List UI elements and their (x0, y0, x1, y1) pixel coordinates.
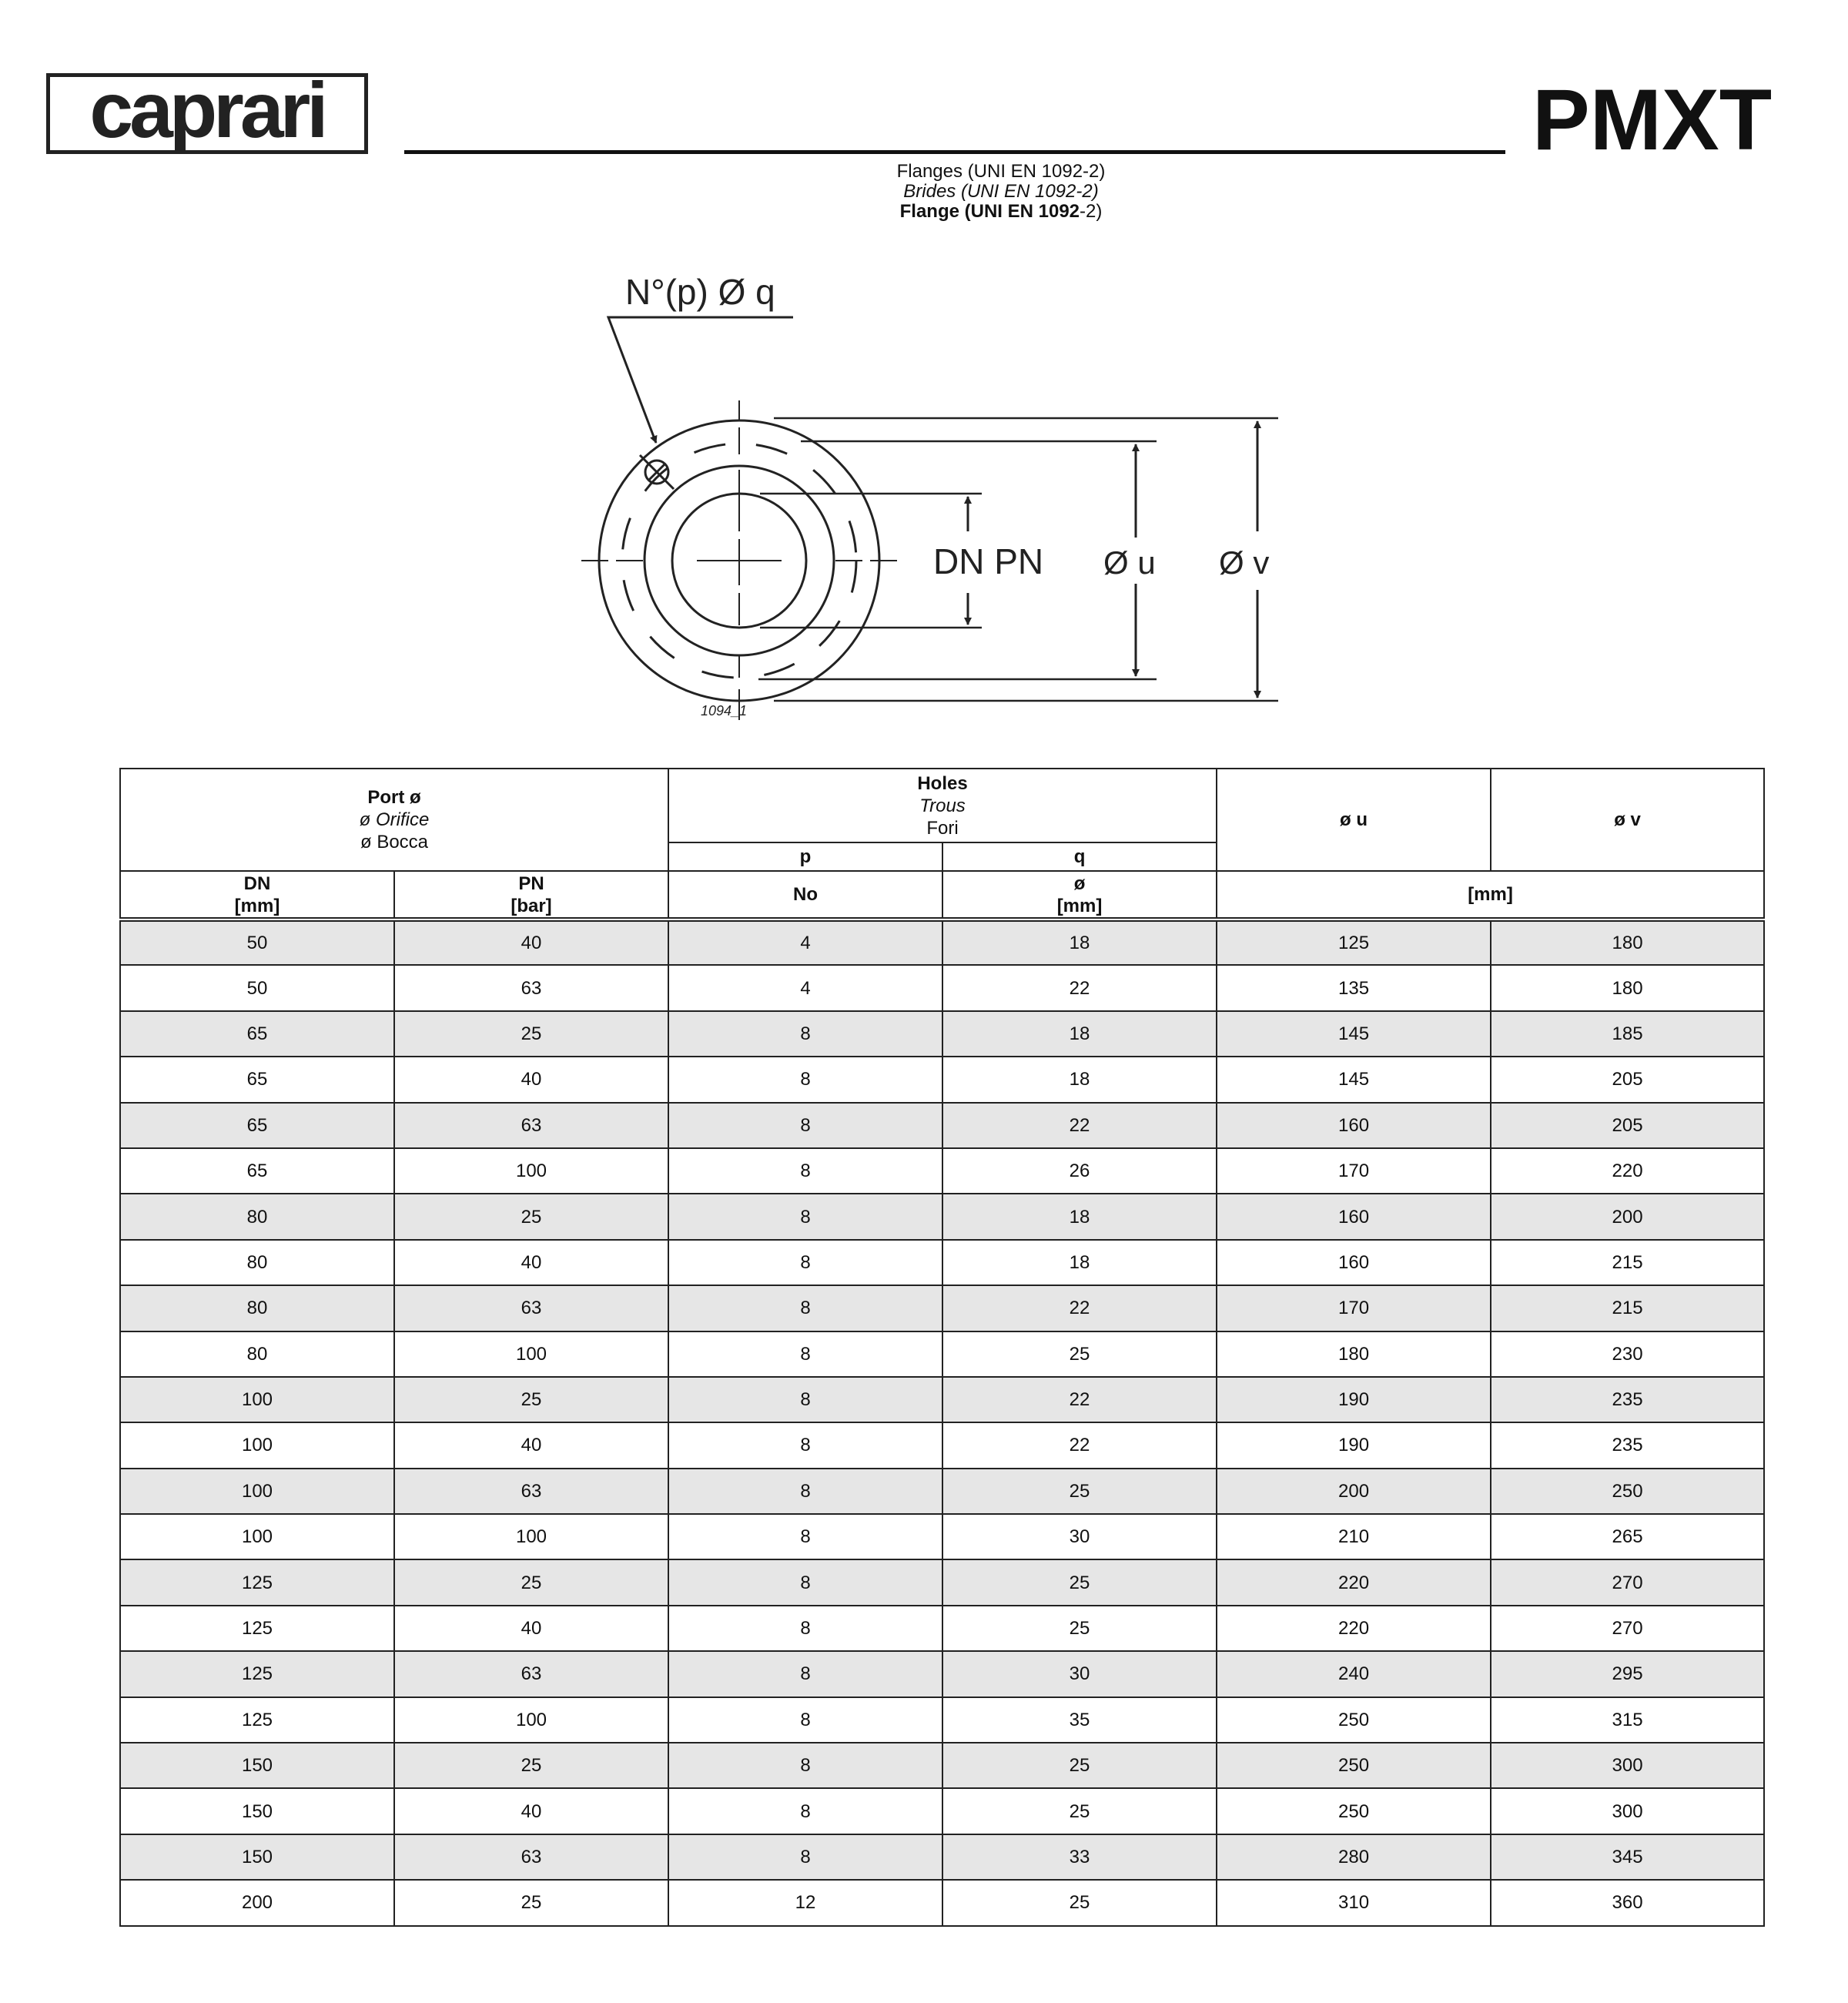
cell-u: 200 (1217, 1469, 1491, 1514)
table-row (120, 1240, 1764, 1285)
cell-v: 360 (1491, 1880, 1764, 1925)
cell-dn: 50 (120, 919, 394, 965)
pn-header-label: PN (518, 873, 544, 894)
cell-pn: 100 (394, 1697, 668, 1743)
table-row (120, 1148, 1764, 1194)
cell-u: 310 (1217, 1880, 1491, 1925)
q-header-symbol: ø (1073, 873, 1086, 894)
cell-dn: 100 (120, 1514, 394, 1559)
cell-v: 235 (1491, 1377, 1764, 1422)
cell-dn: 80 (120, 1285, 394, 1331)
cell-dn: 150 (120, 1834, 394, 1880)
table-row (120, 1377, 1764, 1422)
table-row (120, 965, 1764, 1010)
cell-v: 200 (1491, 1194, 1764, 1239)
cell-pn: 63 (394, 1469, 668, 1514)
table-body (120, 919, 1764, 1926)
cell-p: 8 (668, 1469, 942, 1514)
cell-pn: 25 (394, 1880, 668, 1925)
cell-v: 215 (1491, 1285, 1764, 1331)
cell-u: 250 (1217, 1743, 1491, 1788)
table-row (120, 1057, 1764, 1102)
table-row (120, 1514, 1764, 1559)
subtitle-english: Flanges (UNI EN 1092-2) (896, 161, 1106, 182)
cell-q: 26 (942, 1148, 1217, 1194)
cell-u: 250 (1217, 1697, 1491, 1743)
cell-p: 8 (668, 1148, 942, 1194)
cell-pn: 100 (394, 1331, 668, 1377)
table-row (120, 1469, 1764, 1514)
table-row (120, 1331, 1764, 1377)
cell-u: 220 (1217, 1606, 1491, 1651)
cell-v: 180 (1491, 965, 1764, 1010)
cell-v: 180 (1491, 919, 1764, 965)
table-row (120, 1285, 1764, 1331)
holes-header-cell (668, 769, 1217, 842)
cell-p: 8 (668, 1559, 942, 1605)
cell-u: 160 (1217, 1194, 1491, 1239)
cell-u: 145 (1217, 1057, 1491, 1102)
holes-callout-label: N°(p) Ø q (625, 272, 775, 312)
cell-dn: 150 (120, 1788, 394, 1834)
cell-q: 18 (942, 919, 1217, 965)
cell-u: 250 (1217, 1788, 1491, 1834)
cell-pn: 25 (394, 1194, 668, 1239)
v-header: ø v (1491, 769, 1764, 871)
cell-q: 18 (942, 1057, 1217, 1102)
q-header: q (942, 842, 1217, 871)
cell-pn: 40 (394, 1240, 668, 1285)
cell-v: 315 (1491, 1697, 1764, 1743)
cell-p: 4 (668, 919, 942, 965)
cell-p: 8 (668, 1834, 942, 1880)
cell-q: 30 (942, 1651, 1217, 1697)
cell-q: 25 (942, 1469, 1217, 1514)
no-header: No (668, 871, 942, 919)
cell-u: 145 (1217, 1011, 1491, 1057)
cell-p: 8 (668, 1103, 942, 1148)
cell-pn: 40 (394, 1422, 668, 1468)
pn-header-unit: [bar] (511, 895, 552, 916)
cell-v: 205 (1491, 1057, 1764, 1102)
v-diameter-label: Ø v (1219, 544, 1270, 581)
holes-header-it: Fori (926, 817, 959, 839)
cell-u: 135 (1217, 965, 1491, 1010)
model-code: PMXT (1532, 72, 1773, 168)
cell-dn: 125 (120, 1606, 394, 1651)
cell-v: 220 (1491, 1148, 1764, 1194)
cell-v: 345 (1491, 1834, 1764, 1880)
dn-unit-header (120, 871, 394, 919)
cell-p: 4 (668, 965, 942, 1010)
subtitle-french: Brides (UNI EN 1092-2) (903, 181, 1099, 202)
table-row (120, 1788, 1764, 1834)
table-row (120, 1103, 1764, 1148)
cell-v: 185 (1491, 1011, 1764, 1057)
table-row (120, 1422, 1764, 1468)
cell-v: 300 (1491, 1788, 1764, 1834)
cell-pn: 25 (394, 1011, 668, 1057)
flange-spec-table (119, 768, 1765, 1927)
cell-u: 220 (1217, 1559, 1491, 1605)
cell-dn: 100 (120, 1469, 394, 1514)
cell-q: 18 (942, 1011, 1217, 1057)
cell-p: 8 (668, 1057, 942, 1102)
table-row (120, 1194, 1764, 1239)
cell-pn: 25 (394, 1559, 668, 1605)
port-header-cell (120, 769, 668, 871)
cell-q: 22 (942, 1377, 1217, 1422)
cell-q: 25 (942, 1880, 1217, 1925)
cell-q: 22 (942, 1422, 1217, 1468)
cell-q: 22 (942, 1285, 1217, 1331)
cell-dn: 65 (120, 1011, 394, 1057)
cell-p: 8 (668, 1788, 942, 1834)
cell-q: 25 (942, 1788, 1217, 1834)
cell-p: 8 (668, 1514, 942, 1559)
table-row (120, 1011, 1764, 1057)
cell-dn: 125 (120, 1651, 394, 1697)
cell-u: 240 (1217, 1651, 1491, 1697)
cell-p: 8 (668, 1285, 942, 1331)
cell-p: 8 (668, 1606, 942, 1651)
cell-dn: 65 (120, 1148, 394, 1194)
cell-pn: 25 (394, 1377, 668, 1422)
cell-p: 8 (668, 1011, 942, 1057)
q-unit-header (942, 871, 1217, 919)
cell-dn: 100 (120, 1377, 394, 1422)
cell-q: 25 (942, 1606, 1217, 1651)
cell-p: 8 (668, 1240, 942, 1285)
cell-pn: 100 (394, 1148, 668, 1194)
cell-u: 160 (1217, 1240, 1491, 1285)
holes-header-fr: Trous (919, 795, 966, 816)
table-row (120, 1651, 1764, 1697)
cell-u: 160 (1217, 1103, 1491, 1148)
port-header-en: Port ø (367, 787, 421, 808)
cell-pn: 63 (394, 1103, 668, 1148)
cell-p: 8 (668, 1331, 942, 1377)
cell-p: 8 (668, 1422, 942, 1468)
table-row (120, 1559, 1764, 1605)
cell-q: 30 (942, 1514, 1217, 1559)
cell-q: 35 (942, 1697, 1217, 1743)
cell-v: 295 (1491, 1651, 1764, 1697)
cell-dn: 80 (120, 1194, 394, 1239)
cell-u: 190 (1217, 1377, 1491, 1422)
cell-p: 8 (668, 1697, 942, 1743)
p-header: p (668, 842, 942, 871)
table-row (120, 1697, 1764, 1743)
cell-dn: 200 (120, 1880, 394, 1925)
cell-v: 250 (1491, 1469, 1764, 1514)
cell-u: 190 (1217, 1422, 1491, 1468)
cell-v: 265 (1491, 1514, 1764, 1559)
cell-q: 18 (942, 1240, 1217, 1285)
table-row (120, 1880, 1764, 1925)
port-header-fr: ø Orifice (359, 809, 430, 830)
cell-dn: 100 (120, 1422, 394, 1468)
cell-q: 33 (942, 1834, 1217, 1880)
cell-pn: 40 (394, 1606, 668, 1651)
cell-q: 22 (942, 1103, 1217, 1148)
flange-diagram (0, 0, 1848, 770)
table-row (120, 919, 1764, 965)
flange-centerlines (581, 400, 897, 720)
cell-pn: 63 (394, 1834, 668, 1880)
u-header: ø u (1217, 769, 1491, 871)
cell-u: 210 (1217, 1514, 1491, 1559)
cell-dn: 125 (120, 1697, 394, 1743)
cell-v: 235 (1491, 1422, 1764, 1468)
dn-header-label: DN (243, 873, 271, 894)
table-row (120, 1834, 1764, 1880)
cell-p: 8 (668, 1194, 942, 1239)
cell-q: 18 (942, 1194, 1217, 1239)
cell-dn: 65 (120, 1057, 394, 1102)
cell-dn: 150 (120, 1743, 394, 1788)
dn-pn-label: DN PN (933, 541, 1044, 581)
cell-u: 170 (1217, 1148, 1491, 1194)
table-row (120, 1606, 1764, 1651)
u-diameter-label: Ø u (1103, 544, 1156, 581)
cell-p: 8 (668, 1377, 942, 1422)
cell-u: 170 (1217, 1285, 1491, 1331)
subtitle-italian-suffix: -2) (1080, 201, 1103, 222)
cell-q: 25 (942, 1743, 1217, 1788)
cell-q: 25 (942, 1331, 1217, 1377)
cell-pn: 40 (394, 919, 668, 965)
table-row (120, 1743, 1764, 1788)
cell-v: 270 (1491, 1559, 1764, 1605)
cell-pn: 100 (394, 1514, 668, 1559)
cell-v: 215 (1491, 1240, 1764, 1285)
cell-v: 205 (1491, 1103, 1764, 1148)
dn-header-unit: [mm] (234, 895, 280, 916)
cell-p: 8 (668, 1743, 942, 1788)
brand-logo-text: caprari (89, 65, 325, 154)
cell-pn: 63 (394, 965, 668, 1010)
cell-dn: 50 (120, 965, 394, 1010)
cell-p: 8 (668, 1651, 942, 1697)
cell-q: 22 (942, 965, 1217, 1010)
holes-header-en: Holes (917, 772, 968, 794)
q-header-unit: [mm] (1056, 895, 1103, 916)
cell-q: 25 (942, 1559, 1217, 1605)
drawing-code: 1094_1 (701, 703, 748, 718)
cell-dn: 80 (120, 1331, 394, 1377)
subtitle-italian-prefix: Flange (UNI EN 1092 (899, 201, 1080, 222)
cell-dn: 125 (120, 1559, 394, 1605)
cell-dn: 80 (120, 1240, 394, 1285)
pn-unit-header (394, 871, 668, 919)
cell-pn: 63 (394, 1285, 668, 1331)
cell-pn: 40 (394, 1057, 668, 1102)
cell-pn: 40 (394, 1788, 668, 1834)
cell-v: 230 (1491, 1331, 1764, 1377)
cell-u: 180 (1217, 1331, 1491, 1377)
cell-dn: 65 (120, 1103, 394, 1148)
cell-pn: 63 (394, 1651, 668, 1697)
cell-v: 270 (1491, 1606, 1764, 1651)
port-header-it: ø Bocca (360, 832, 429, 852)
cell-u: 125 (1217, 919, 1491, 965)
uv-unit-header: [mm] (1217, 871, 1764, 919)
cell-pn: 25 (394, 1743, 668, 1788)
cell-u: 280 (1217, 1834, 1491, 1880)
bolt-hole-symbol (640, 455, 674, 489)
cell-p: 12 (668, 1880, 942, 1925)
cell-v: 300 (1491, 1743, 1764, 1788)
